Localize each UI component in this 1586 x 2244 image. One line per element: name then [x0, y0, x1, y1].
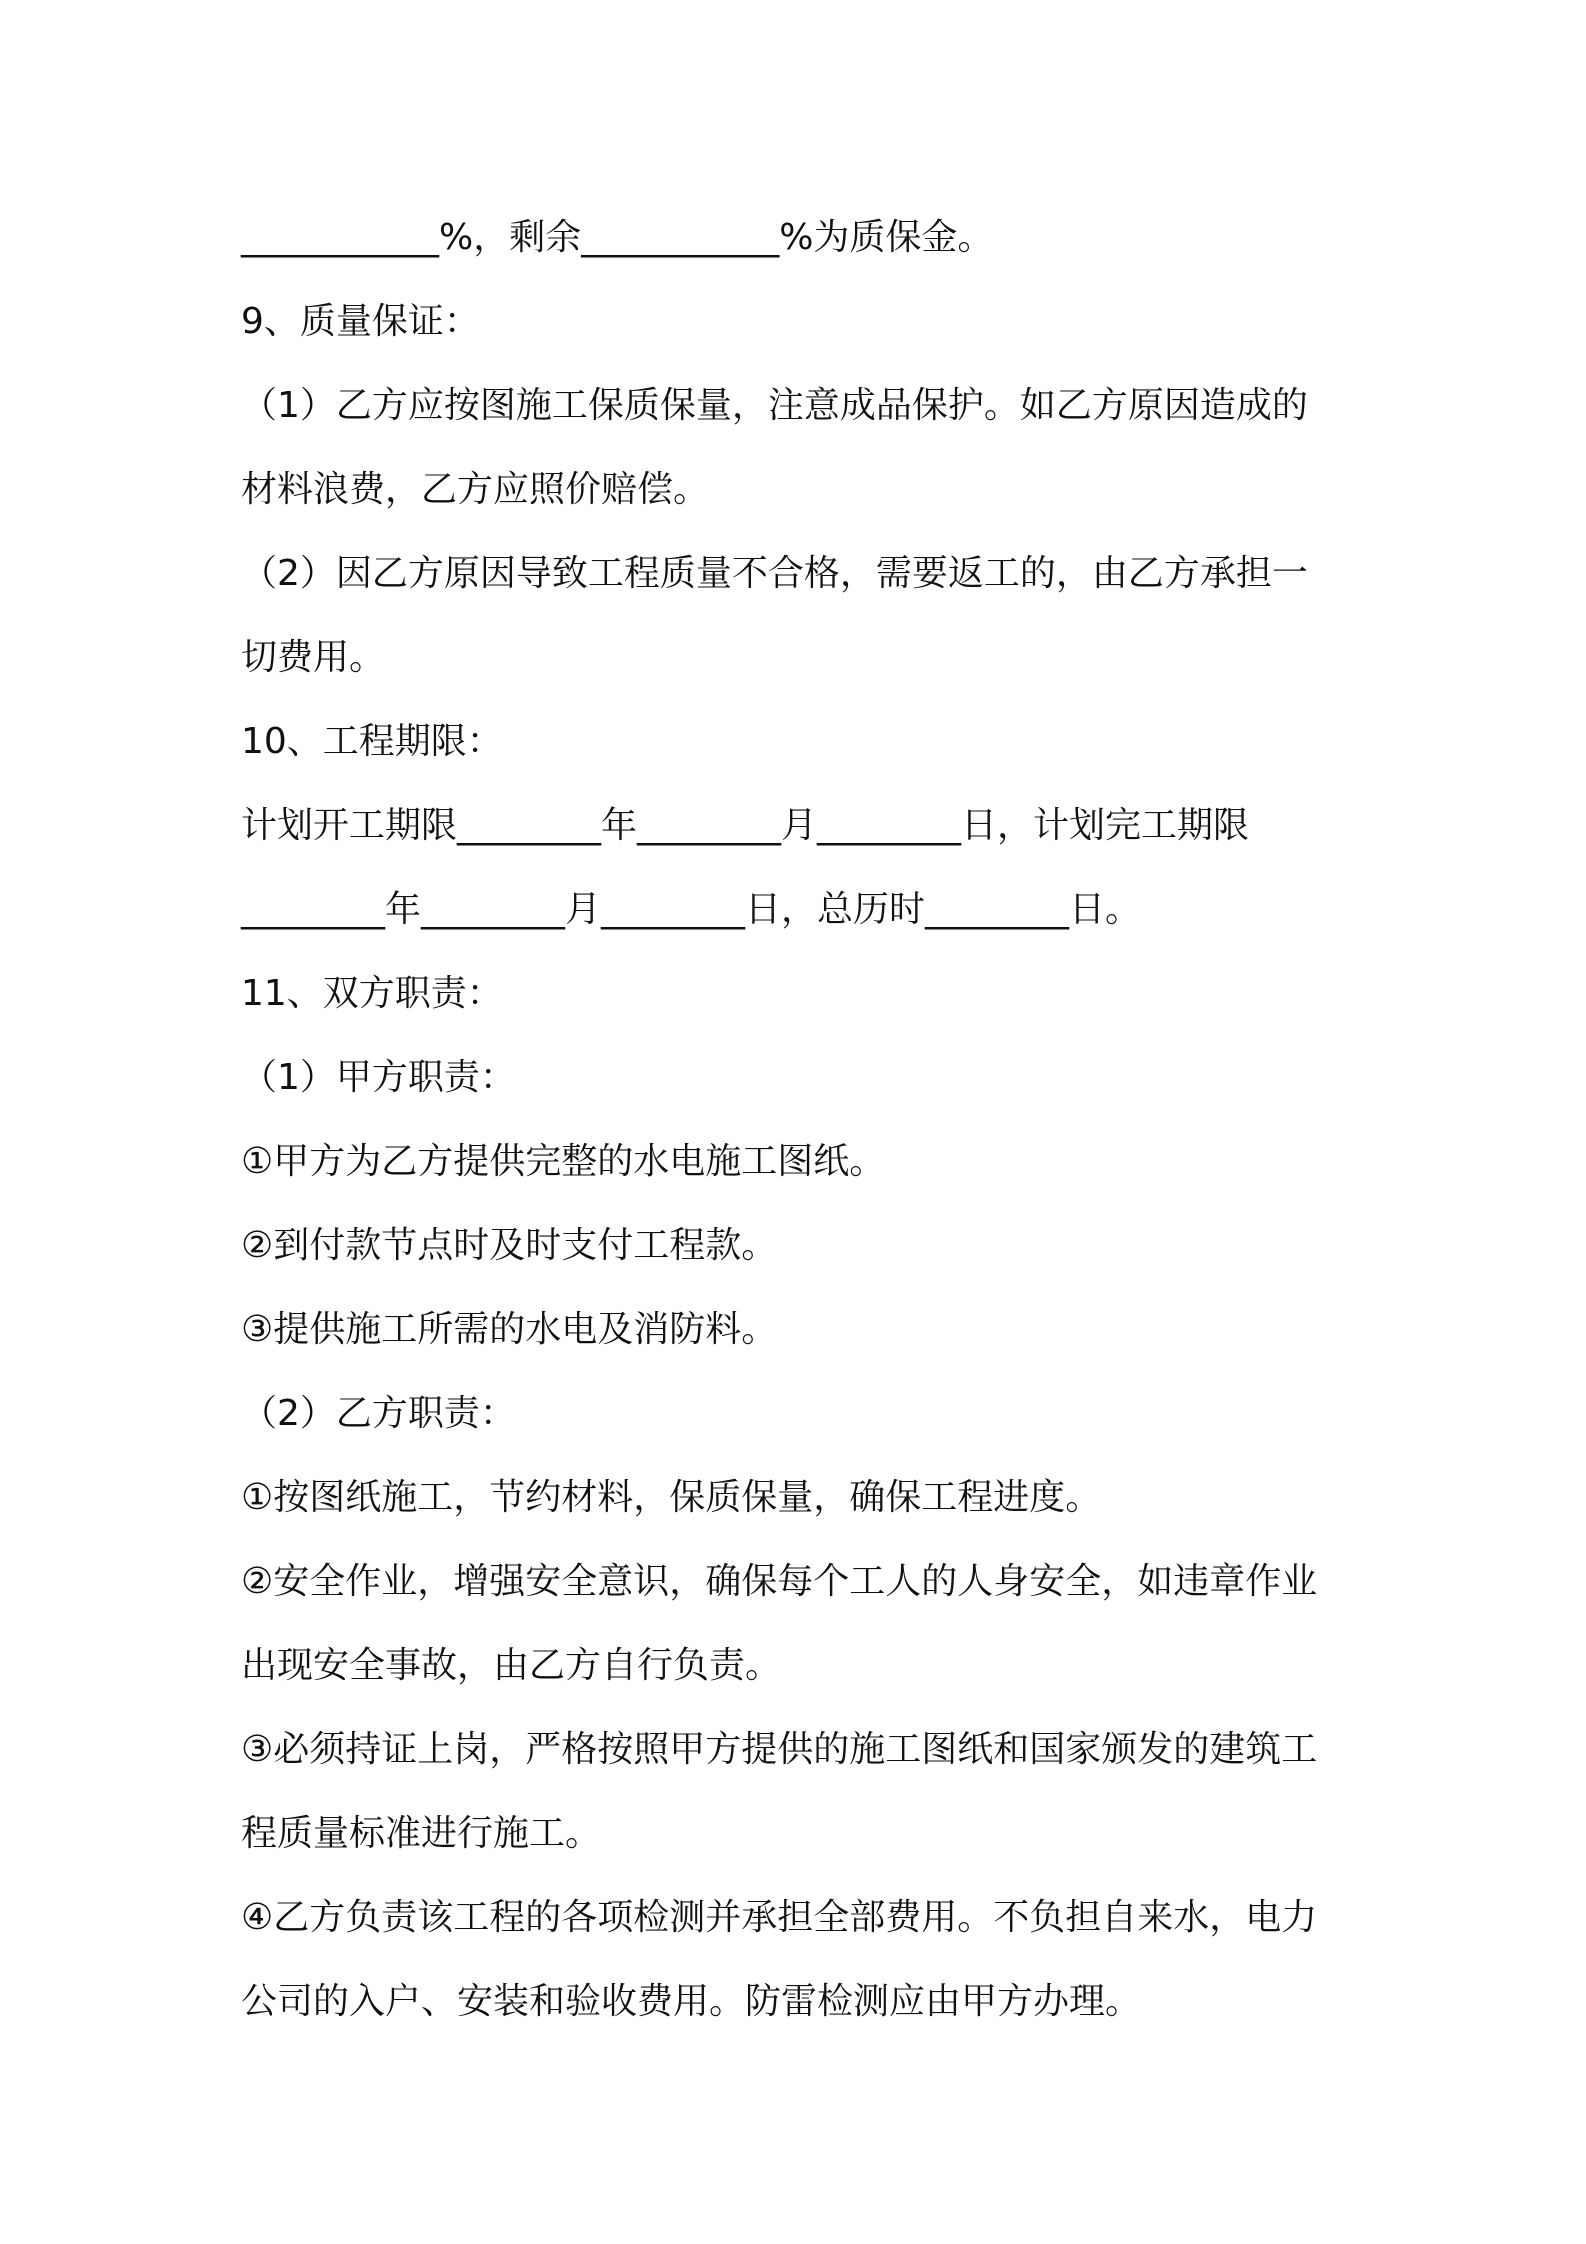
section-heading-project-period: 10、工程期限：	[241, 721, 503, 762]
list-item: ①甲方为乙方提供完整的水电施工图纸。	[241, 1141, 886, 1182]
text-line-retention: ___________%，剩余___________%为质保金。	[241, 217, 994, 258]
list-item-continuation: 出现安全事故，由乙方自行负责。	[241, 1645, 782, 1686]
text-line-planned-finish: ________年________月________日，总历时________日。	[241, 889, 1142, 930]
list-item: ①按图纸施工，节约材料，保质保量，确保工程进度。	[241, 1477, 1102, 1518]
text-line: （1）乙方应按图施工保质保量，注意成品保护。如乙方原因造成的	[241, 385, 1308, 426]
list-item: ②到付款节点时及时支付工程款。	[241, 1225, 778, 1266]
text-line-planned-start: 计划开工期限________年________月________日，计划完工期限	[241, 805, 1250, 846]
list-item: ③必须持证上岗，严格按照甲方提供的施工图纸和国家颁发的建筑工	[241, 1729, 1318, 1770]
subheading-party-b-duties: （2）乙方职责：	[241, 1393, 516, 1434]
document-body	[241, 196, 1361, 2044]
text-line: 切费用。	[241, 637, 386, 678]
list-item: ④乙方负责该工程的各项检测并承担全部费用。不负担自来水，电力	[241, 1897, 1318, 1938]
subheading-party-a-duties: （1）甲方职责：	[241, 1057, 516, 1098]
list-item-continuation: 公司的入户、安装和验收费用。防雷检测应由甲方办理。	[241, 1981, 1142, 2022]
list-item: ②安全作业，增强安全意识，确保每个工人的人身安全，如违章作业	[241, 1561, 1318, 1602]
section-heading-quality-guarantee: 9、质量保证：	[241, 301, 480, 342]
text-line: 材料浪费，乙方应照价赔偿。	[241, 469, 710, 510]
section-heading-duties: 11、双方职责：	[241, 973, 503, 1014]
list-item-continuation: 程质量标准进行施工。	[241, 1813, 602, 1854]
list-item: ③提供施工所需的水电及消防料。	[241, 1309, 778, 1350]
text-line: （2）因乙方原因导致工程质量不合格，需要返工的，由乙方承担一	[241, 553, 1308, 594]
